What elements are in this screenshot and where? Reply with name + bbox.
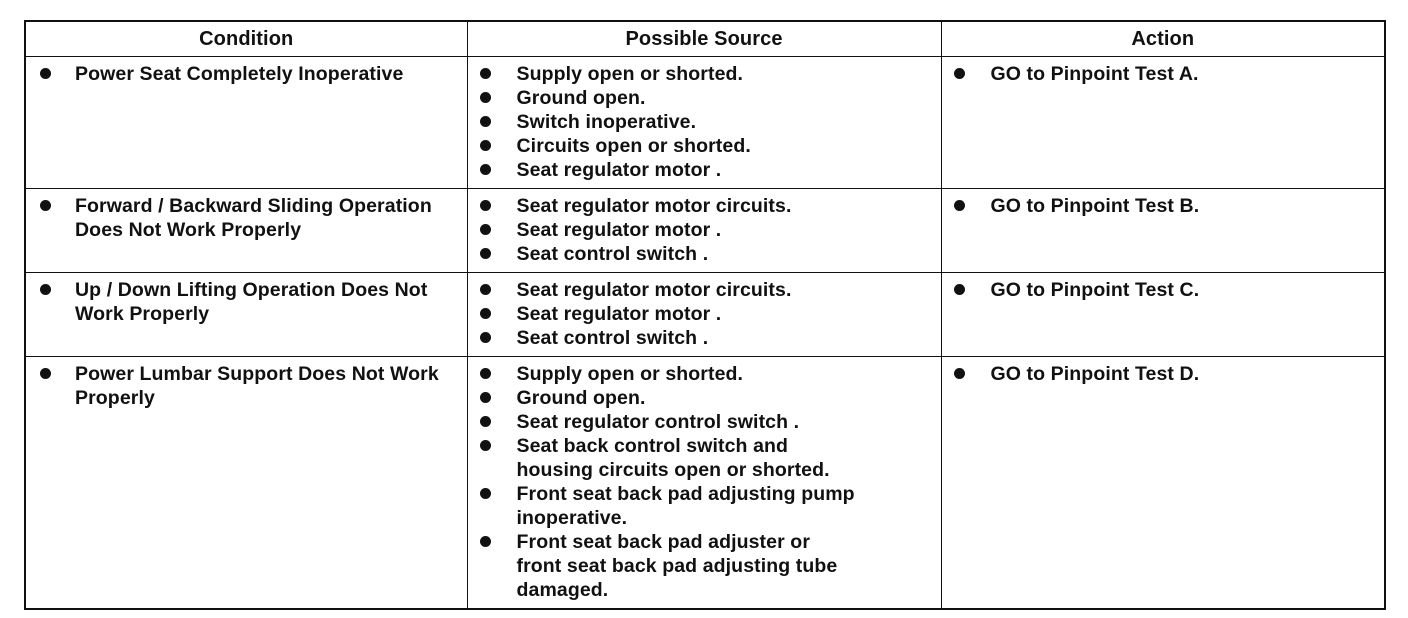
list-item (476, 134, 933, 158)
bullet-icon (954, 200, 965, 211)
condition-cell (25, 189, 467, 273)
list-item (476, 482, 856, 530)
list-item (476, 218, 933, 242)
list-item (476, 362, 856, 386)
list-item (34, 362, 459, 410)
table-row (25, 57, 1385, 189)
source-text: Seat regulator motor circuits. (516, 195, 792, 217)
bullet-icon (480, 488, 491, 499)
condition-text: Power Seat Completely Inoperative (75, 63, 404, 85)
condition-text: Forward / Backward Sliding Operation Does Not Work Properly (75, 195, 432, 241)
source-text: Seat regulator motor . (516, 303, 722, 325)
list-item (950, 362, 1377, 386)
bullet-icon (480, 224, 491, 235)
list-item (476, 326, 933, 350)
source-text: Switch inoperative. (516, 111, 697, 133)
source-text: Seat regulator motor . (516, 159, 722, 181)
header-condition: Condition (25, 21, 467, 57)
action-cell (941, 273, 1385, 357)
action-cell (941, 357, 1385, 610)
list-item (476, 86, 933, 110)
source-cell (467, 273, 941, 357)
bullet-icon (480, 248, 491, 259)
list-item (476, 386, 856, 410)
table-row (25, 273, 1385, 357)
source-text: Front seat back pad adjuster or front seat back pad adjusting tube damaged. (516, 531, 838, 601)
list-item (476, 242, 933, 266)
source-cell (467, 57, 941, 189)
bullet-icon (40, 200, 51, 211)
source-text: Seat control switch . (516, 243, 709, 265)
table-row (25, 189, 1385, 273)
action-text: GO to Pinpoint Test C. (990, 279, 1200, 301)
source-text: Supply open or shorted. (516, 63, 744, 85)
list-item (476, 434, 856, 482)
header-possible-source: Possible Source (467, 21, 941, 57)
source-text: Seat regulator motor circuits. (516, 279, 792, 301)
list-item (950, 278, 1377, 302)
condition-text: Up / Down Lifting Operation Does Not Work Properly (75, 279, 428, 325)
list-item (34, 194, 459, 242)
bullet-icon (40, 368, 51, 379)
list-item (950, 62, 1377, 86)
bullet-icon (480, 68, 491, 79)
header-row (25, 21, 1385, 57)
bullet-icon (954, 284, 965, 295)
bullet-icon (480, 92, 491, 103)
source-text: Seat back control switch and housing circuits open or shorted. (516, 435, 830, 481)
condition-cell (25, 357, 467, 610)
list-item (476, 410, 856, 434)
list-item (476, 158, 933, 182)
bullet-icon (40, 284, 51, 295)
list-item (476, 110, 933, 134)
source-text: Supply open or shorted. (516, 363, 744, 385)
action-text: GO to Pinpoint Test B. (990, 195, 1200, 217)
source-cell (467, 189, 941, 273)
bullet-icon (480, 368, 491, 379)
bullet-icon (480, 200, 491, 211)
list-item (476, 62, 933, 86)
bullet-icon (954, 68, 965, 79)
bullet-icon (480, 164, 491, 175)
source-text: Seat regulator control switch . (516, 411, 800, 433)
bullet-icon (954, 368, 965, 379)
bullet-icon (480, 536, 491, 547)
list-item (476, 530, 856, 602)
list-item (476, 278, 933, 302)
condition-text: Power Lumbar Support Does Not Work Properly (75, 363, 439, 409)
source-text: Circuits open or shorted. (516, 135, 751, 157)
bullet-icon (480, 308, 491, 319)
source-text: Ground open. (516, 87, 646, 109)
list-item (476, 302, 933, 326)
list-item (950, 194, 1377, 218)
bullet-icon (480, 440, 491, 451)
action-text: GO to Pinpoint Test A. (990, 63, 1199, 85)
table-row (25, 357, 1385, 610)
condition-cell (25, 57, 467, 189)
bullet-icon (480, 116, 491, 127)
action-text: GO to Pinpoint Test D. (990, 363, 1200, 385)
bullet-icon (480, 284, 491, 295)
source-text: Seat regulator motor . (516, 219, 722, 241)
list-item (34, 278, 459, 326)
diagnosis-table (24, 20, 1386, 610)
header-action: Action (941, 21, 1385, 57)
list-item (34, 62, 459, 86)
source-text: Front seat back pad adjusting pump inoperative. (516, 483, 855, 529)
bullet-icon (40, 68, 51, 79)
bullet-icon (480, 332, 491, 343)
bullet-icon (480, 392, 491, 403)
source-text: Seat control switch . (516, 327, 709, 349)
action-cell (941, 189, 1385, 273)
bullet-icon (480, 416, 491, 427)
condition-cell (25, 273, 467, 357)
list-item (476, 194, 933, 218)
action-cell (941, 57, 1385, 189)
bullet-icon (480, 140, 491, 151)
source-cell (467, 357, 941, 610)
source-text: Ground open. (516, 387, 646, 409)
